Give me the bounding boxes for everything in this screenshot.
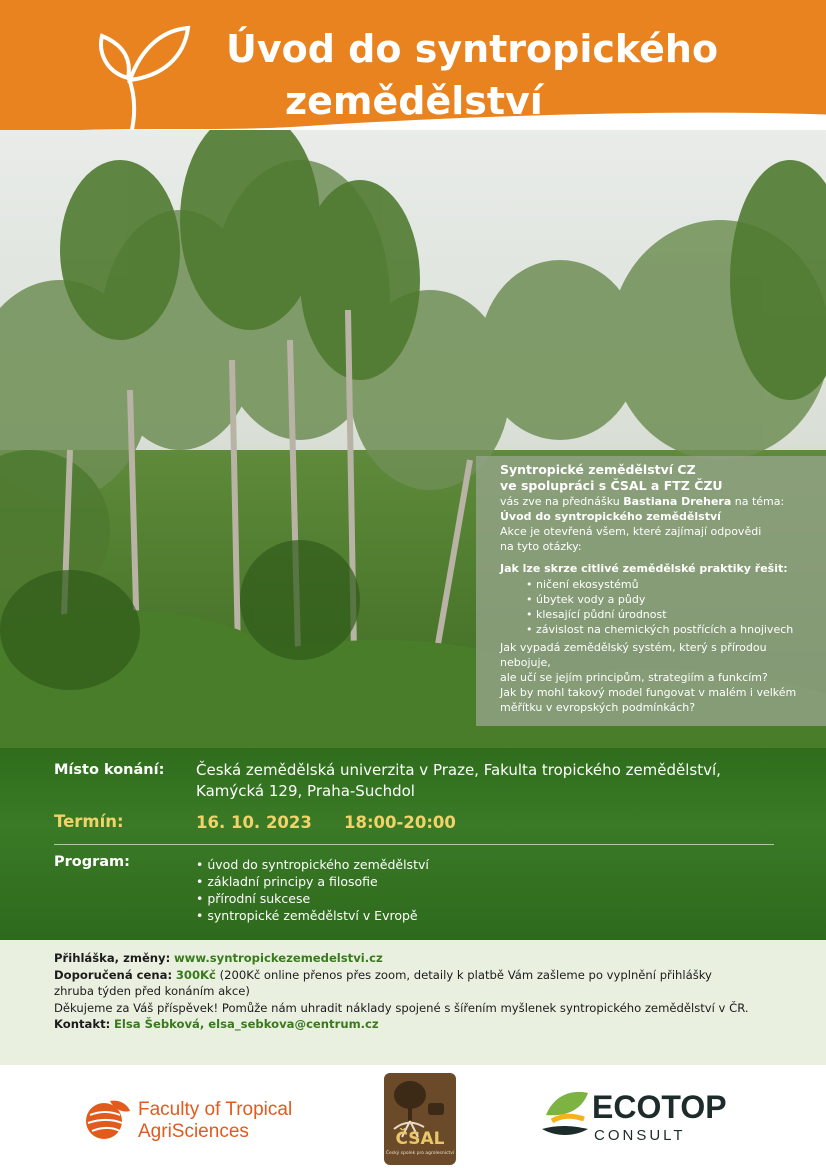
contact-line (54, 1016, 772, 1033)
price-value: 300Kč (175, 967, 216, 982)
ecotop-logo-icon (538, 1085, 592, 1139)
partner-logos (0, 1065, 826, 1168)
csal-logo-text: ČSAL (395, 1129, 445, 1149)
fta-logo-icon (80, 1097, 132, 1141)
ecotop-line1: ECOTOP (592, 1089, 727, 1125)
registration-section (0, 940, 826, 1065)
open-line1: Akce je otevřená všem, které zajímají odpovědi (500, 525, 762, 538)
signup-line (54, 950, 772, 967)
contact-label: Kontakt: (54, 1017, 111, 1031)
list-item: • úvod do syntropického zemědělství (196, 856, 429, 873)
header-banner (0, 0, 826, 150)
ecotop-line2: CONSULT (594, 1127, 686, 1144)
divider (54, 844, 774, 845)
list-item: • syntropické zemědělství v Evropě (196, 907, 429, 924)
price-note-line1: (200Kč online přenos přes zoom, detaily k platbě Vám zašleme po vyplnění přihlášky (219, 967, 712, 982)
csal-logo-subtitle: Český spolek pro agrolesnictví (385, 1151, 455, 1156)
event-description-box (476, 456, 826, 726)
question2-line2: ale učí se jejím principům, strategiím a funkcím? (500, 671, 768, 684)
list-item: • přírodní sukcese (196, 890, 429, 907)
price-note-line2: zhruba týden před konáním akce) (54, 984, 250, 998)
list-item: • úbytek vody a půdy (526, 592, 820, 607)
sprout-icon (92, 6, 202, 146)
page-title-line1: Úvod do syntropického (226, 27, 719, 71)
list-item: • ničení ekosystémů (526, 577, 820, 592)
price-label: Doporučená cena: (54, 967, 173, 982)
speaker-name: Bastiana Drehera (623, 495, 732, 508)
list-item: • základní principy a filosofie (196, 873, 429, 890)
signup-label: Přihláška, změny: (54, 951, 171, 965)
invite-pre: vás zve na přednášku (500, 495, 624, 508)
event-date: 16. 10. 2023 (196, 813, 312, 832)
organizer-line2: ve spolupráci s ČSAL a FTZ ČZU (500, 478, 723, 493)
issues-list (526, 577, 820, 637)
signup-link[interactable]: www.syntropickezemedelstvi.cz (173, 951, 383, 965)
invite-post: na téma: (731, 495, 785, 508)
lecture-topic: Úvod do syntropického zemědělství (500, 510, 721, 523)
fta-line1: Faculty of Tropical (138, 1099, 293, 1120)
venue-line2: Kamýcká 129, Praha-Suchdol (196, 782, 415, 800)
open-line2: na tyto otázky: (500, 540, 582, 553)
fta-logo-text (138, 1099, 292, 1143)
list-item: • závislost na chemických postřících a hnojivech (526, 622, 820, 637)
price-line (54, 967, 772, 984)
question-heading: Jak lze skrze citlivé zemědělské praktiky řešit: (500, 562, 788, 575)
page-title-line2: zemědělství (285, 79, 543, 123)
invite-text (500, 494, 820, 509)
question3-line1: Jak by mohl takový model fungovat v malém i velkém (500, 686, 797, 699)
program-list (196, 856, 429, 924)
thanks-text: Děkujeme za Váš příspěvek! Pomůže nám uhradit náklady spojené s šířením myšlenek syntropického zemědělství v ČR. (54, 1000, 749, 1015)
venue-line1: Česká zemědělská univerzita v Praze, Fakulta tropického zemědělství, (196, 761, 721, 779)
event-details-band (0, 748, 826, 940)
fta-line2: AgriSciences (138, 1121, 249, 1142)
venue-label: Místo konání: (54, 762, 165, 778)
contact-value[interactable]: Elsa Šebková, elsa_sebkova@centrum.cz (113, 1017, 379, 1031)
organizer-line1: Syntropické zemědělství CZ (500, 462, 696, 477)
list-item: • klesající půdní úrodnost (526, 607, 820, 622)
date-label: Termín: (54, 812, 124, 831)
question3-line2: měřítku v evropských podmínkách? (500, 701, 696, 714)
program-label: Program: (54, 854, 130, 870)
event-time: 18:00-20:00 (344, 813, 456, 832)
question2-line1: Jak vypadá zemědělský systém, který s přírodou nebojuje, (500, 641, 767, 669)
